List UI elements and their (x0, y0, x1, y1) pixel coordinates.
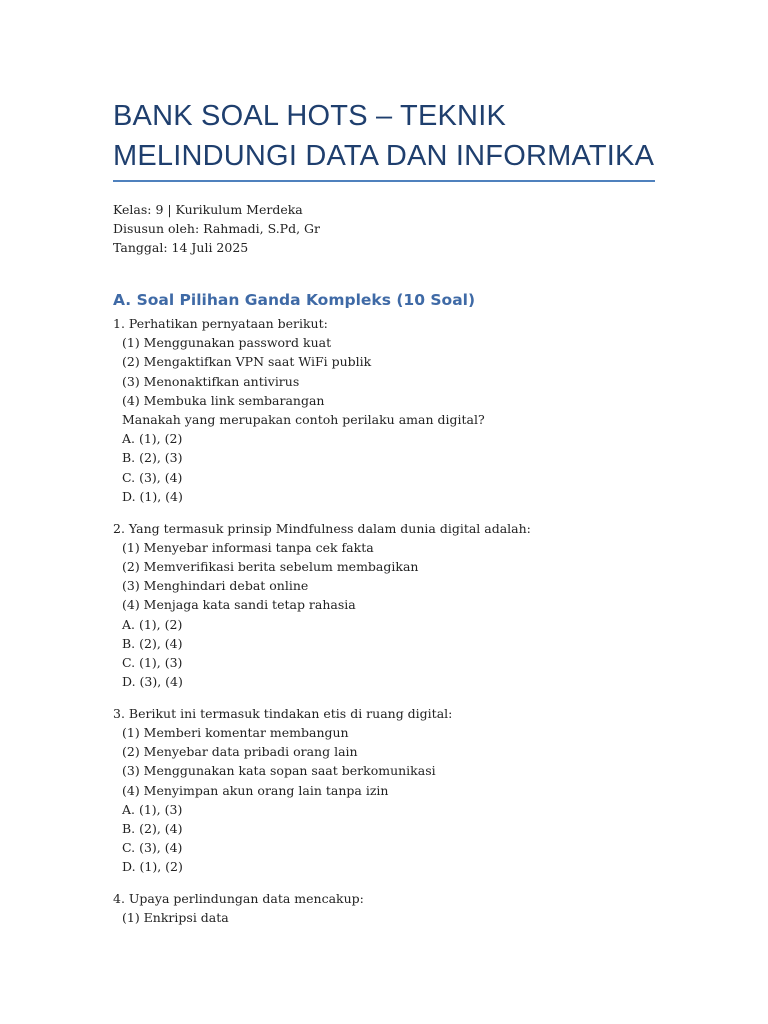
question-prompt: Manakah yang merupakan contoh perilaku aman digital? (122, 412, 485, 428)
statement: (4) Menyimpan akun orang lain tanpa izin (122, 782, 389, 798)
statement: (1) Memberi komentar membangun (122, 725, 349, 741)
statement: (3) Menggunakan kata sopan saat berkomunikasi (122, 763, 436, 779)
answer-option: D. (1), (4) (122, 488, 183, 504)
section-heading: A. Soal Pilihan Ganda Kompleks (10 Soal) (113, 291, 476, 309)
question-stem: 1. Perhatikan pernyataan berikut: (113, 316, 328, 331)
answer-option: A. (1), (2) (122, 431, 183, 447)
question-item (113, 314, 673, 506)
document-title (113, 96, 673, 176)
statement: (1) Menyebar informasi tanpa cek fakta (122, 539, 374, 555)
question-stem: 4. Upaya perlindungan data mencakup: (113, 891, 364, 907)
document-meta (113, 200, 320, 257)
answer-option: C. (1), (3) (122, 654, 183, 670)
statement: (2) Menyebar data pribadi orang lain (122, 744, 358, 760)
answer-option: B. (2), (4) (122, 821, 183, 837)
answer-option: B. (2), (4) (122, 635, 183, 651)
statement: (2) Memverifikasi berita sebelum membagikan (122, 558, 419, 574)
document-title-line-1: BANK SOAL HOTS – TEKNIK (113, 100, 506, 132)
question-stem: 3. Berikut ini termasuk tindakan etis di ruang digital: (113, 705, 453, 721)
meta-kelas: Kelas: 9 | Kurikulum Merdeka (113, 202, 303, 217)
title-divider (113, 180, 655, 182)
question-list (113, 314, 673, 940)
question-item (113, 519, 673, 692)
meta-date: Tanggal: 14 Juli 2025 (113, 240, 249, 255)
statement: (2) Mengaktifkan VPN saat WiFi publik (122, 354, 372, 370)
statement: (3) Menghindari debat online (122, 578, 309, 594)
statement: (1) Menggunakan password kuat (122, 335, 332, 351)
answer-option: C. (3), (4) (122, 840, 183, 856)
answer-option: D. (1), (2) (122, 859, 183, 875)
statement: (4) Menjaga kata sandi tetap rahasia (122, 597, 356, 613)
question-item (113, 889, 673, 927)
answer-option: D. (3), (4) (122, 674, 183, 690)
document-title-line-2: MELINDUNGI DATA DAN INFORMATIKA (113, 140, 655, 172)
question-item (113, 704, 673, 877)
answer-option: B. (2), (3) (122, 450, 183, 466)
statement: (3) Menonaktifkan antivirus (122, 373, 300, 389)
meta-author: Disusun oleh: Rahmadi, S.Pd, Gr (113, 221, 320, 236)
statement: (4) Membuka link sembarangan (122, 392, 325, 408)
question-stem: 2. Yang termasuk prinsip Mindfulness dalam dunia digital adalah: (113, 520, 531, 536)
answer-option: A. (1), (3) (122, 801, 183, 817)
answer-option: A. (1), (2) (122, 616, 183, 632)
statement: (1) Enkripsi data (122, 910, 229, 926)
answer-option: C. (3), (4) (122, 469, 183, 485)
